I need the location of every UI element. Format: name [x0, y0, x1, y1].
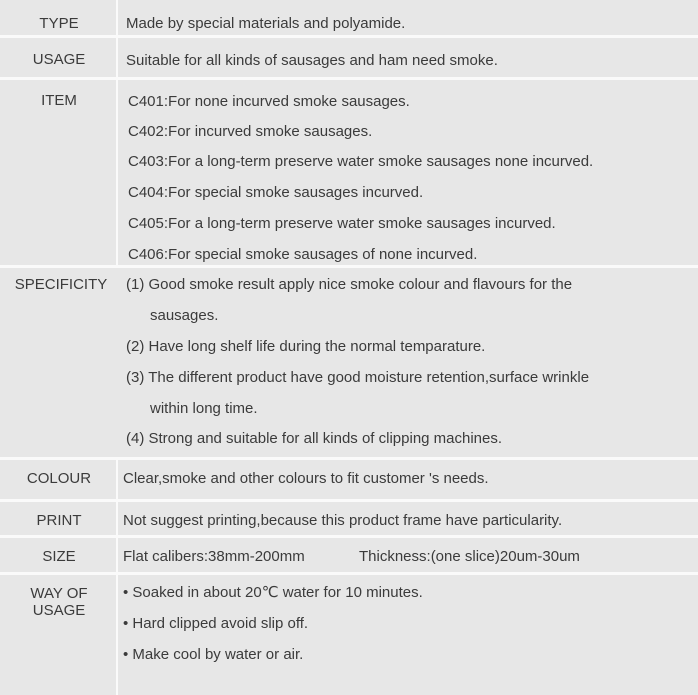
item-line: C403:For a long-term preserve water smoke sausages none incurved. [128, 153, 594, 170]
row-label: COLOUR [26, 470, 92, 487]
row-way-of-usage [0, 575, 698, 695]
column-divider [116, 80, 118, 265]
size-calibers: Flat calibers:38mm-200mm [123, 548, 305, 565]
specificity-line: (4) Strong and suitable for all kinds of clipping machines. [126, 430, 503, 447]
column-divider [116, 0, 118, 35]
row-label: TYPE [39, 15, 79, 32]
row-label: WAY OF USAGE [30, 585, 88, 619]
row-text: Clear,smoke and other colours to fit customer 's needs. [123, 470, 489, 487]
row-text: Not suggest printing,because this product frame have particularity. [123, 512, 563, 529]
row-label: PRINT [36, 512, 82, 529]
row-label: ITEM [41, 92, 77, 109]
usage-step: • Soaked in about 20℃ water for 10 minutes. [123, 584, 423, 601]
specificity-line: (2) Have long shelf life during the normal temparature. [126, 338, 486, 355]
row-label: USAGE [32, 51, 86, 68]
row-text: Made by special materials and polyamide. [126, 15, 406, 32]
column-divider [116, 502, 118, 535]
row-usage [0, 38, 698, 80]
column-divider [116, 460, 118, 499]
column-divider [116, 538, 118, 572]
specificity-line: (3) The different product have good moisture retention,surface wrinkle [126, 369, 590, 386]
row-item [0, 80, 698, 268]
specificity-line: sausages. [150, 307, 219, 324]
item-line: C406:For special smoke sausages of none incurved. [128, 246, 478, 263]
item-line: C402:For incurved smoke sausages. [128, 123, 373, 140]
row-text: Suitable for all kinds of sausages and ham need smoke. [126, 52, 498, 69]
specificity-line: within long time. [150, 400, 258, 417]
row-specificity [0, 268, 698, 460]
item-line: C404:For special smoke sausages incurved. [128, 184, 424, 201]
size-thickness: Thickness:(one slice)20um-30um [359, 548, 580, 565]
row-size [0, 538, 698, 575]
row-type [0, 0, 698, 38]
item-line: C401:For none incurved smoke sausages. [128, 93, 410, 110]
column-divider [116, 575, 118, 695]
column-divider [116, 38, 118, 77]
usage-step: • Make cool by water or air. [123, 646, 304, 663]
specificity-line: (1) Good smoke result apply nice smoke colour and flavours for the [126, 276, 573, 293]
row-colour [0, 460, 698, 502]
item-line: C405:For a long-term preserve water smoke sausages incurved. [128, 215, 556, 232]
row-label: SIZE [42, 548, 76, 565]
row-print [0, 502, 698, 538]
usage-step: • Hard clipped avoid slip off. [123, 615, 309, 632]
row-label: SPECIFICITY [14, 276, 108, 293]
